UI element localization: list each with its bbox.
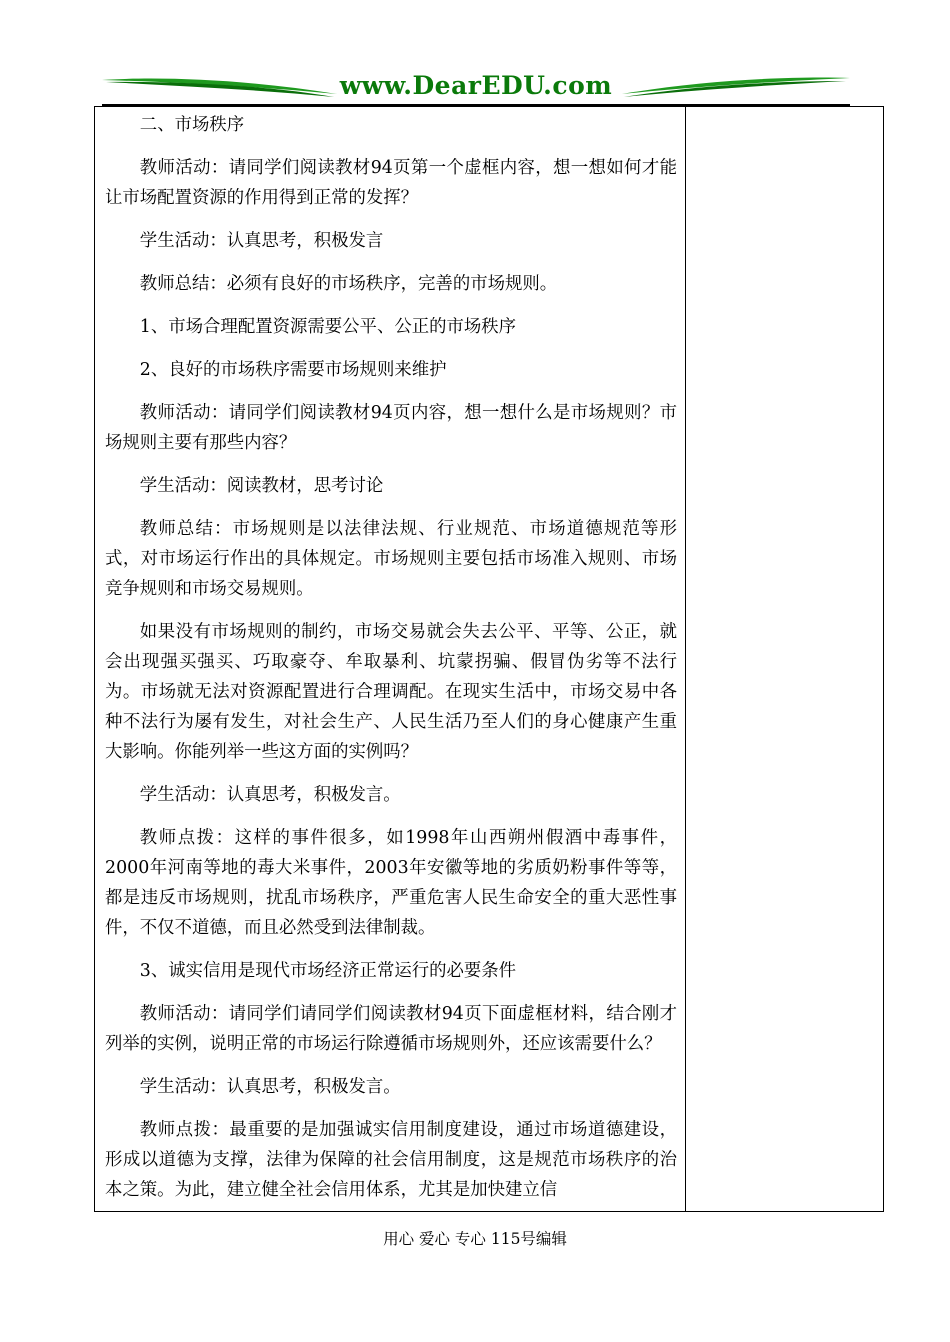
paragraph: 学生活动：认真思考，积极发言。: [139, 785, 401, 805]
paragraph: 如果没有市场规则的制约，市场交易就会失去公平、平等、公正，就会出现强买强买、巧取豪夺、牟取暴利、坑蒙拐骗、假冒伪劣等不法行为。市场就无法对资源配置进行合理调配。在现实生活中，市场交易中各种不法行为屡有发生，对社会生产、人民生活乃至人们的身心健康产生重大影响。你能列举一些这方面的实例吗？: [105, 622, 677, 762]
paragraph: 教师总结：必须有良好的市场秩序，完善的市场规则。: [139, 274, 558, 294]
paragraph: 学生活动：阅读教材，思考讨论: [139, 476, 384, 496]
paragraph: 3、诚实信用是现代市场经济正常运行的必要条件: [139, 961, 517, 981]
site-header-banner: [102, 70, 850, 106]
paragraph: 教师活动：请同学们阅读教材94页第一个虚框内容，想一想如何才能让市场配置资源的作用得到正常的发挥？: [105, 158, 677, 208]
paragraph: 学生活动：认真思考，积极发言。: [139, 1077, 401, 1097]
column-divider: [685, 107, 686, 1211]
lesson-table: [94, 106, 884, 1212]
paragraph: 教师点拨：最重要的是加强诚实信用制度建设，通过市场道德建设，形成以道德为支撑，法律为保障的社会信用制度，这是规范市场秩序的治本之策。为此，建立健全社会信用体系，尤其是加快建立信: [105, 1120, 677, 1200]
paragraph: 教师点拨：这样的事件很多，如1998年山西朔州假酒中毒事件，2000年河南等地的毒大米事件，2003年安徽等地的劣质奶粉事件等等，都是违反市场规则，扰乱市场秩序，严重危害人民生命安全的重大恶性事件，不仅不道德，而且必然受到法律制裁。: [105, 828, 677, 938]
site-logo-text: www.DearEDU.com: [339, 71, 613, 100]
notes-column-cell: [687, 107, 883, 1211]
page-footer: 用心 爱心 专心 115号编辑: [383, 1230, 567, 1248]
paragraph: 学生活动：认真思考，积极发言: [139, 231, 384, 251]
paragraph: 教师活动：请同学们阅读教材94页内容，想一想什么是市场规则？市场规则主要有那些内容？: [105, 403, 677, 453]
section-heading: 二、市场秩序: [139, 115, 245, 135]
paragraph: 2、良好的市场秩序需要市场规则来维护: [139, 360, 447, 380]
paragraph: 教师活动：请同学们请同学们阅读教材94页下面虚框材料，结合刚才列举的实例，说明正常的市场运行除遵循市场规则外，还应该需要什么？: [105, 1004, 677, 1054]
paragraph: 教师总结：市场规则是以法律法规、行业规范、市场道德规范等形式，对市场运行作出的具体规定。市场规则主要包括市场准入规则、市场竞争规则和市场交易规则。: [105, 519, 677, 599]
lesson-content-cell: [105, 107, 677, 1211]
paragraph: 1、市场合理配置资源需要公平、公正的市场秩序: [139, 317, 517, 337]
